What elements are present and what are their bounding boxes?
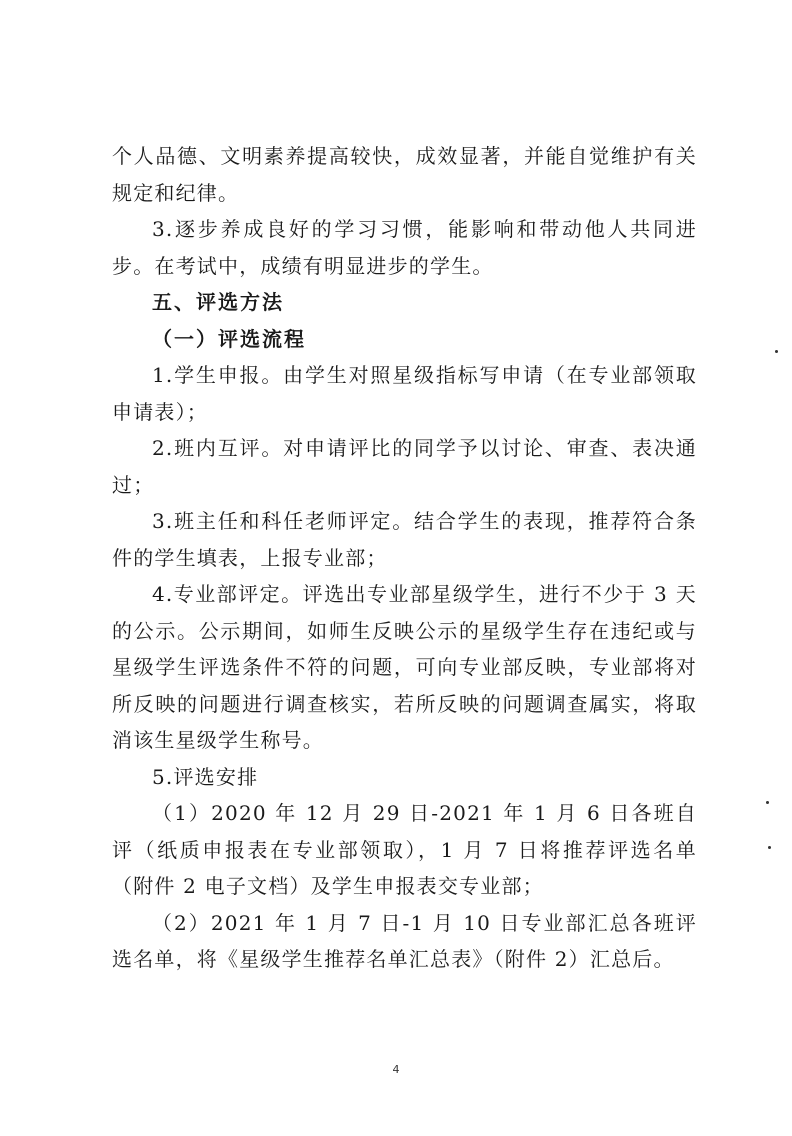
paragraph-conduct-continued: 个人品德、文明素养提高较快，成效显著，并能自觉维护有关规定和纪律。 xyxy=(112,144,697,205)
paragraph-step-5-schedule: 5.评选安排 xyxy=(152,764,259,789)
paragraph-schedule-item-2: （2）2021 年 1 月 7 日-1 月 10 日专业部汇总各班评选名单，将《星级学生推荐名单汇总表》（附件 2）汇总后。 xyxy=(112,910,697,971)
paragraph-criterion-3: 3.逐步养成良好的学习习惯，能影响和带动他人共同进步。在考试中，成绩有明显进步的学生。 xyxy=(112,217,697,278)
paragraph-step-3-teacher-review: 3.班主任和科任老师评定。结合学生的表现，推荐符合条件的学生填表，上报专业部； xyxy=(112,509,697,570)
scan-speck xyxy=(775,350,778,353)
scan-speck xyxy=(766,801,769,804)
page-number: 4 xyxy=(392,1063,400,1076)
paragraph-schedule-item-1: （1）2020 年 12 月 29 日-2021 年 1 月 6 日各班自评（纸质申报表在专业部领取），1 月 7 日将推荐评选名单（附件 2 电子文档）及学生申报表交专业部； xyxy=(112,801,697,898)
section-heading-selection-method: 五、评选方法 xyxy=(152,290,284,314)
scan-speck xyxy=(768,846,771,849)
subsection-heading-selection-process: （一）评选流程 xyxy=(152,326,306,351)
document-body xyxy=(112,138,697,978)
paragraph-step-2-class-review: 2.班内互评。对申请评比的同学予以讨论、审查、表决通过； xyxy=(112,436,697,497)
paragraph-step-1-application: 1.学生申报。由学生对照星级指标写申请（在专业部领取申请表）； xyxy=(112,363,697,424)
paragraph-step-4-department-review: 4.专业部评定。评选出专业部星级学生，进行不少于 3 天的公示。公示期间，如师生反映公示的星级学生存在违纪或与星级学生评选条件不符的问题，可向专业部反映，专业部将对所反映的问题进行调查核实，若所反映的问题调查属实，将取消该生星级学生称号。 xyxy=(112,582,697,752)
